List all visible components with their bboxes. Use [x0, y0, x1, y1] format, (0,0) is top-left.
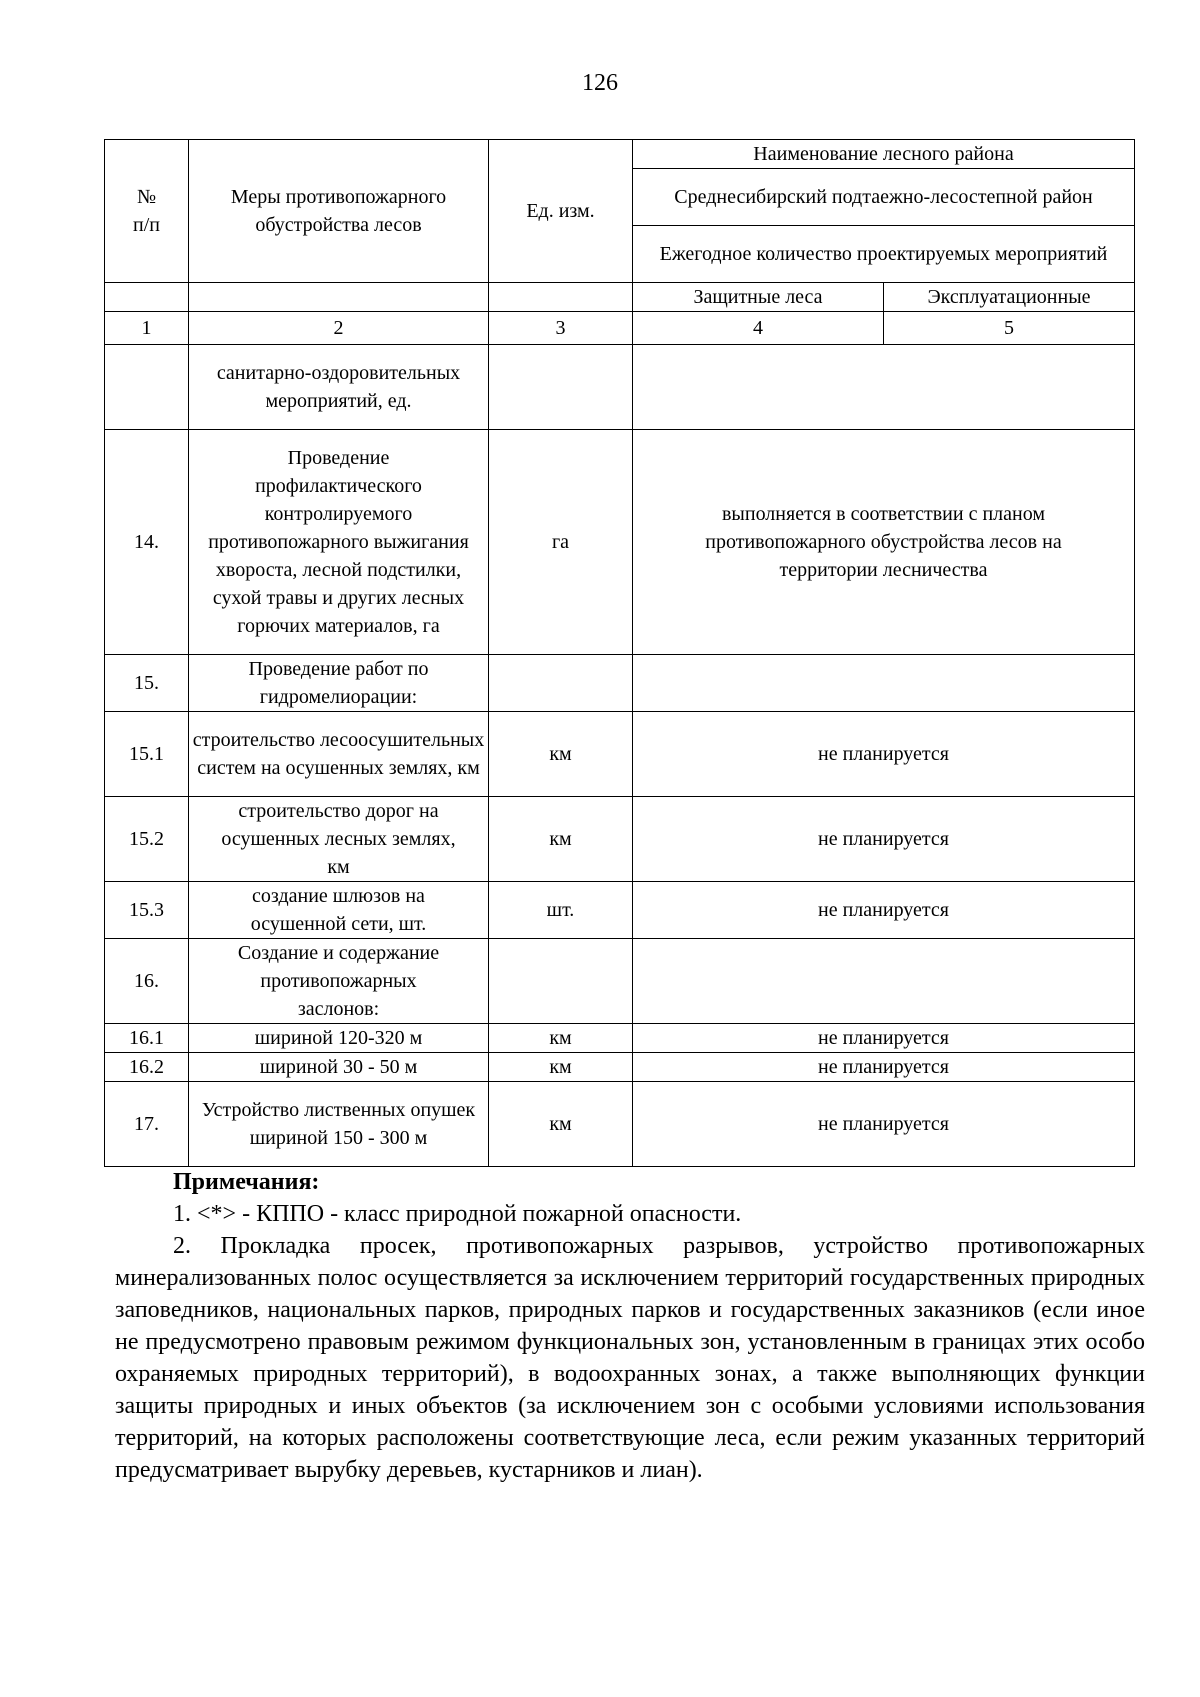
row-name: Проведение профилактического контролируемого противопожарного выжигания хвороста, лесной подстилки, сухой травы и других лесных горючих материалов, га [189, 430, 489, 655]
row-unit [489, 655, 633, 712]
row-name: Проведение работ по гидромелиорации: [189, 655, 489, 712]
table-row [105, 1053, 1135, 1082]
header-district-name: Среднесибирский подтаежно-лесостепной район [633, 169, 1135, 226]
row-value [633, 655, 1135, 712]
row-unit: км [489, 712, 633, 797]
col-number: 2 [189, 312, 489, 345]
row-name: шириной 120-320 м [189, 1024, 489, 1053]
col-number: 3 [489, 312, 633, 345]
notes-title: Примечания: [173, 1169, 320, 1195]
header-measures: Меры противопожарного обустройства лесов [189, 140, 489, 283]
row-name: санитарно-оздоровительных мероприятий, ед. [189, 345, 489, 430]
row-value: не планируется [633, 1024, 1135, 1053]
header-empty-cell [189, 283, 489, 312]
row-unit: км [489, 797, 633, 882]
fire-measures-table [104, 139, 1135, 1167]
row-value: не планируется [633, 797, 1135, 882]
note-item: 1. <*> - КППО - класс природной пожарной опасности. [173, 1201, 742, 1227]
row-value: не планируется [633, 712, 1135, 797]
row-num: 14. [105, 430, 189, 655]
row-name: строительство лесоосушительных систем на осушенных землях, км [189, 712, 489, 797]
row-value: не планируется [633, 882, 1135, 939]
row-value: не планируется [633, 1053, 1135, 1082]
row-num: 16.2 [105, 1053, 189, 1082]
note-item: 2. Прокладка просек, противопожарных разрывов, устройство противопожарных минерализованных полос осуществляется за исключением территорий государственных природных заповедников, национальных парков, природных парков и государственных заказников (если иное не предусмотрено правовым режимом функциональных зон, установленным в границах этих особо охраняемых природных территорий), в водоохранных зонах, а также выполняющих функции защиты природных и иных объектов (за исключением зон с особыми условиями использования территорий, на которых расположены соответствующие леса, если режим указанных территорий предусматривает вырубку деревьев, кустарников и лиан). [115, 1233, 1145, 1483]
row-num [105, 345, 189, 430]
row-unit: шт. [489, 882, 633, 939]
table-row [105, 1024, 1135, 1053]
page-number: 126 [582, 70, 618, 96]
row-name: шириной 30 - 50 м [189, 1053, 489, 1082]
row-name: Устройство лиственных опушек шириной 150 - 300 м [189, 1082, 489, 1167]
row-name: строительство дорог на осушенных лесных землях, км [189, 797, 489, 882]
table-row [105, 712, 1135, 797]
header-empty-cell [489, 283, 633, 312]
row-unit: км [489, 1024, 633, 1053]
col-number: 1 [105, 312, 189, 345]
col-number: 5 [884, 312, 1135, 345]
row-num: 17. [105, 1082, 189, 1167]
row-unit: км [489, 1053, 633, 1082]
row-num: 15.2 [105, 797, 189, 882]
row-num: 16.1 [105, 1024, 189, 1053]
table-row [105, 345, 1135, 430]
table-row [105, 939, 1135, 1024]
row-num: 15.1 [105, 712, 189, 797]
notes-section [115, 1166, 1145, 1486]
header-operational: Эксплуатационные [884, 283, 1135, 312]
header-empty-cell [105, 283, 189, 312]
header-annual-count: Ежегодное количество проектируемых мероприятий [633, 226, 1135, 283]
header-unit: Ед. изм. [489, 140, 633, 283]
row-num: 15. [105, 655, 189, 712]
col-number: 4 [633, 312, 884, 345]
table-row [105, 655, 1135, 712]
row-unit [489, 939, 633, 1024]
row-name: создание шлюзов на осушенной сети, шт. [189, 882, 489, 939]
row-value: не планируется [633, 1082, 1135, 1167]
row-unit [489, 345, 633, 430]
header-num: № п/п [105, 140, 189, 283]
table-row [105, 1082, 1135, 1167]
row-num: 15.3 [105, 882, 189, 939]
table-row [105, 797, 1135, 882]
header-protective: Защитные леса [633, 283, 884, 312]
table-row [105, 430, 1135, 655]
row-value [633, 939, 1135, 1024]
header-district-title: Наименование лесного района [633, 140, 1135, 169]
row-num: 16. [105, 939, 189, 1024]
row-unit: га [489, 430, 633, 655]
row-value [633, 345, 1135, 430]
row-unit: км [489, 1082, 633, 1167]
table-row [105, 882, 1135, 939]
row-name: Создание и содержание противопожарных заслонов: [189, 939, 489, 1024]
row-value: выполняется в соответствии с планом противопожарного обустройства лесов на территории лесничества [633, 430, 1135, 655]
